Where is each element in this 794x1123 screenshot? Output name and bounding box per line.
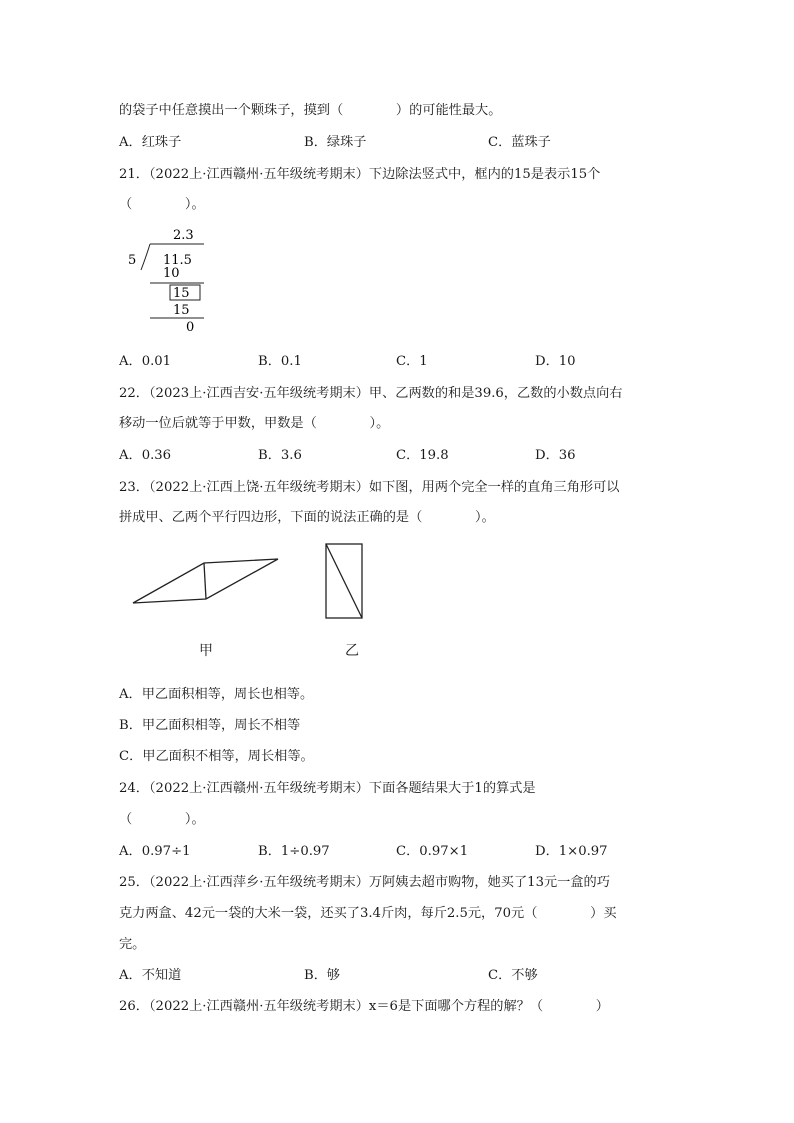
figure-label-yi: 乙 [345,643,359,659]
q23-option-b: B．甲乙面积相等，周长不相等 [119,718,301,733]
q22-stem-line1: 22．（2023上·江西吉安·五年级统考期末）甲、乙两数的和是39.6，乙数的小数点向右 [119,386,623,401]
q20-stem-continuation: 的袋子中任意摸出一个颗珠子，摸到（ ）的可能性最大。 [119,103,502,118]
q21-option-a: A．0.01 [119,354,172,369]
q21-option-d: D．10 [535,354,576,369]
division-quotient: 2.3 [173,228,194,243]
q23-stem-line1: 23．（2022上·江西上饶·五年级统考期末）如下图，用两个完全一样的直角三角形可以 [119,480,620,495]
q21-option-c: C．1 [396,354,428,369]
q22-option-a: A．0.36 [119,448,172,463]
division-step1: 10 [163,266,180,281]
division-dividend: 11.5 [163,253,192,268]
long-division-figure [120,222,220,337]
q26-stem: 26．（2022上·江西赣州·五年级统考期末）x＝6是下面哪个方程的解？（ ） [119,999,609,1014]
q23-option-a: A．甲乙面积相等，周长也相等。 [119,687,314,702]
q24-stem-line2: （ ）。 [119,812,205,827]
q23-option-c: C．甲乙面积不相等，周长相等。 [119,749,314,764]
q24-option-d: D．1×0.97 [535,844,608,859]
q25-option-b: B．够 [304,968,341,983]
q24-option-c: C．0.97×1 [396,844,469,859]
q22-stem-line2: 移动一位后就等于甲数，甲数是（ ）。 [119,416,390,431]
q22-option-d: D．36 [535,448,576,463]
q24-stem-line1: 24．（2022上·江西赣州·五年级统考期末）下面各题结果大于1的算式是 [119,781,536,796]
division-divisor: 5 [128,253,137,268]
rectangle-yi-figure [322,541,366,621]
q20-option-c: C．蓝珠子 [488,135,551,150]
q25-option-c: C．不够 [488,968,538,983]
division-bracket [141,244,150,270]
q20-option-b: B．绿珠子 [304,135,367,150]
q25-stem-line2: 克力两盒、42元一袋的大米一袋，还买了3.4斤肉，每斤2.5元，70元（ ）买 [119,906,617,921]
division-step2: 15 [173,303,190,318]
q20-option-a: A．红珠子 [119,135,182,150]
parallelogram-jia-diagonal [204,563,206,599]
q24-option-a: A．0.97÷1 [119,844,191,859]
figure-label-jia: 甲 [199,643,213,659]
q22-option-c: C．19.8 [396,448,449,463]
q23-stem-line2: 拼成甲、乙两个平行四边形，下面的说法正确的是（ ）。 [119,510,495,525]
q21-stem-line2: （ ）。 [119,197,205,212]
parallelogram-jia-figure [128,555,283,610]
q21-stem-line1: 21．（2022上·江西赣州·五年级统考期末）下边除法竖式中，框内的15是表示15个 [119,167,601,182]
q21-option-b: B．0.1 [258,354,302,369]
q24-option-b: B．1÷0.97 [258,844,330,859]
rectangle-yi-diagonal [326,544,362,618]
q25-option-a: A．不知道 [119,968,182,983]
q22-option-b: B．3.6 [258,448,302,463]
q25-stem-line3: 完。 [119,937,146,952]
division-boxed-value: 15 [173,286,190,301]
division-remainder: 0 [186,320,195,335]
q25-stem-line1: 25．（2022上·江西萍乡·五年级统考期末）万阿姨去超市购物，她买了13元一盒的巧 [119,875,610,890]
